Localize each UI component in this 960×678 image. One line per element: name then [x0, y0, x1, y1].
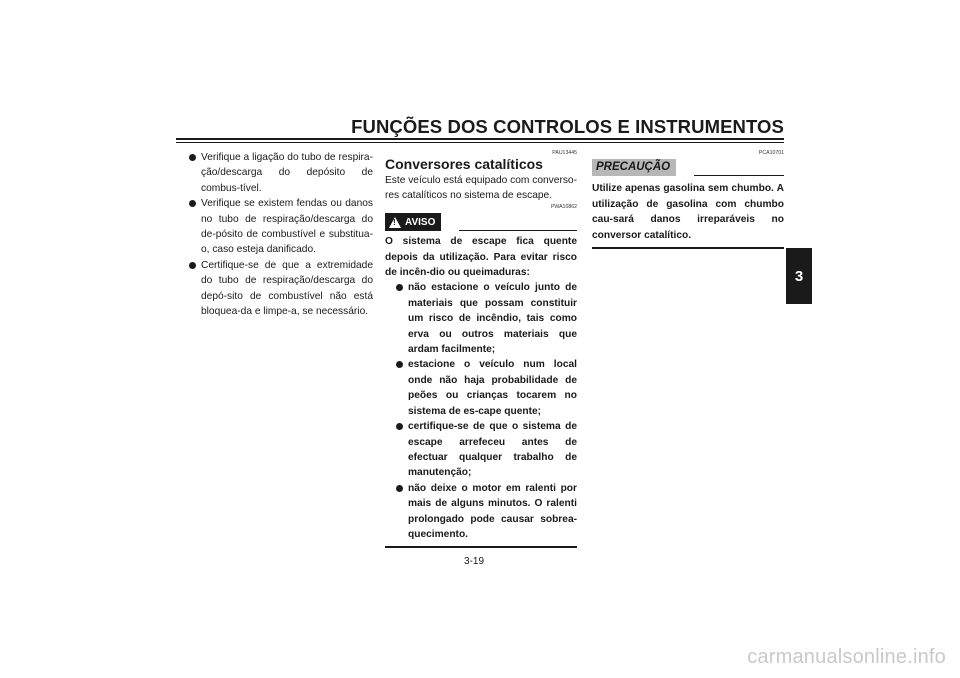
- header-rule: [176, 138, 784, 140]
- section-intro: Este veículo está equipado com converso-res catalíticos no sistema de escape.: [385, 175, 577, 202]
- page-number: 3-19: [464, 556, 485, 567]
- caution-code: PCA10701: [758, 150, 784, 156]
- chapter-tab: 3: [786, 248, 812, 304]
- list-item: Verifique se existem fendas ou danos no tubo de respiração/descarga do de-pósito de combustível e substitua-o, caso esteja danificado.: [188, 196, 373, 258]
- list-item: não deixe o motor em ralenti por mais de alguns minutos. O ralenti prolongado pode causar sobrea-quecimento.: [395, 481, 577, 543]
- left-column: [188, 150, 373, 319]
- inspection-list: [188, 150, 373, 319]
- warning-label: AVISO: [405, 216, 436, 228]
- watermark: carmanualsonline.info: [747, 646, 946, 668]
- warning-end-rule: [385, 546, 577, 548]
- caution-header: [592, 159, 784, 176]
- caution-end-rule: [592, 247, 784, 249]
- list-item: não estacione o veículo junto de materiais que possam constituir um risco de incêndio, tais como erva ou outros materiais que ardam facilmente;: [395, 280, 577, 357]
- section-code: PAU13445: [552, 150, 577, 156]
- warning-badge: [385, 213, 441, 231]
- page-header-title: FUNÇÕES DOS CONTROLOS E INSTRUMENTOS: [351, 116, 784, 137]
- list-item: certifique-se de que o sistema de escape arrefeceu antes de efectuar qualquer trabalho de manutenção;: [395, 419, 577, 481]
- list-item: Certifique-se de que a extremidade do tubo de respiração/descarga do depó-sito de combustível não está bloquea-da e limpe-a, se necessário.: [188, 258, 373, 320]
- warning-header: [385, 213, 577, 231]
- warning-rule: [459, 230, 577, 231]
- warning-text: O sistema de escape fica quente depois da utilização. Para evitar risco de incên-dio ou queimaduras:: [385, 236, 577, 279]
- section-title: Conversores catalíticos: [385, 156, 543, 172]
- warning-triangle-icon: [389, 217, 401, 228]
- warning-code: PWA10862: [550, 203, 577, 210]
- caution-text: Utilize apenas gasolina sem chumbo. A utilização de gasolina com chumbo cau-sará danos irreparáveis no conversor catalítico.: [592, 183, 784, 241]
- list-item: Verifique a ligação do tubo de respira-ção/descarga do depósito de combus-tível.: [188, 150, 373, 196]
- warning-list: [385, 280, 577, 542]
- list-item: estacione o veículo num local onde não haja probabilidade de peões ou crianças tocarem no sistema de es-cape quente;: [395, 357, 577, 419]
- caution-rule: [694, 175, 784, 176]
- right-column: [592, 150, 784, 249]
- middle-column: [385, 150, 577, 548]
- header-rule-thin: [176, 142, 784, 143]
- caution-badge: PRECAUÇÃO: [592, 159, 676, 176]
